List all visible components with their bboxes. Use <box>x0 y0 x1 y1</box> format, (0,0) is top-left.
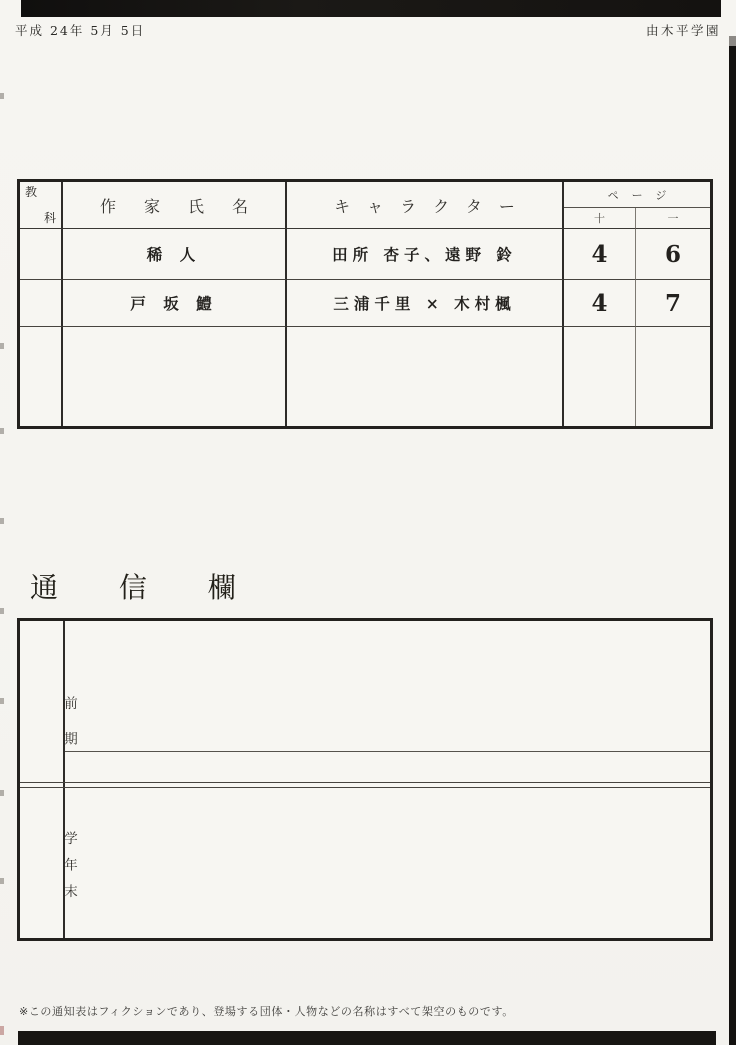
header-school-name: 由木平学園 <box>645 23 721 38</box>
author-name-cell <box>63 327 287 426</box>
scan-artifact <box>0 878 4 884</box>
subject-cell <box>20 327 63 426</box>
character-names-cell <box>287 327 564 426</box>
author-name-cell: 戸 坂 鱧 <box>63 280 287 327</box>
column-header-subject <box>20 182 63 229</box>
fiction-disclaimer: ※この通知表はフィクションであり、登場する団体・人物などの名称はすべて架空のものです。 <box>19 1005 514 1018</box>
page-ones-cell: 6 <box>636 229 710 280</box>
author-name-cell: 稀 人 <box>63 229 287 280</box>
top-black-bar <box>21 0 721 17</box>
scan-artifact <box>0 428 4 434</box>
scan-artifact <box>0 93 4 99</box>
bottom-black-bar <box>18 1031 716 1045</box>
page-ones-cell <box>636 327 710 426</box>
scan-artifact <box>0 608 4 614</box>
communication-table <box>17 618 713 941</box>
subject-header-top-char: 教 <box>25 185 38 199</box>
scan-artifact <box>0 1026 4 1035</box>
scan-artifact <box>0 518 4 524</box>
section-double-rule <box>20 782 710 788</box>
subject-cell <box>20 229 63 280</box>
subject-cell <box>20 280 63 327</box>
page-tens-cell: 4 <box>564 280 636 327</box>
label-first-term: 前期 <box>61 695 77 767</box>
column-header-tens-digit: 十 <box>564 208 636 229</box>
grades-table <box>17 179 713 429</box>
label-year-end: 学年末 <box>61 831 77 911</box>
first-term-inner-rule <box>65 751 710 752</box>
header-date: 平成 24年 5月 5日 <box>15 23 146 38</box>
page-tens-cell: 4 <box>564 229 636 280</box>
column-header-page: ページ <box>564 182 710 208</box>
column-header-character: キャラクター <box>287 182 564 229</box>
scan-artifact <box>0 343 4 349</box>
communication-section-title: 通 信 欄 <box>30 571 262 604</box>
right-edge-strip <box>729 46 736 1045</box>
page-tens-cell <box>564 327 636 426</box>
page-ones-cell: 7 <box>636 280 710 327</box>
character-names-cell: 田所 杏子、遠野 鈴 <box>287 229 564 280</box>
column-header-ones-digit: 一 <box>636 208 710 229</box>
subject-header-bottom-char: 科 <box>43 211 56 225</box>
scan-artifact <box>0 790 4 796</box>
column-header-author: 作家氏名 <box>63 182 287 229</box>
scan-artifact <box>0 698 4 704</box>
character-names-cell: 三浦千里 × 木村楓 <box>287 280 564 327</box>
